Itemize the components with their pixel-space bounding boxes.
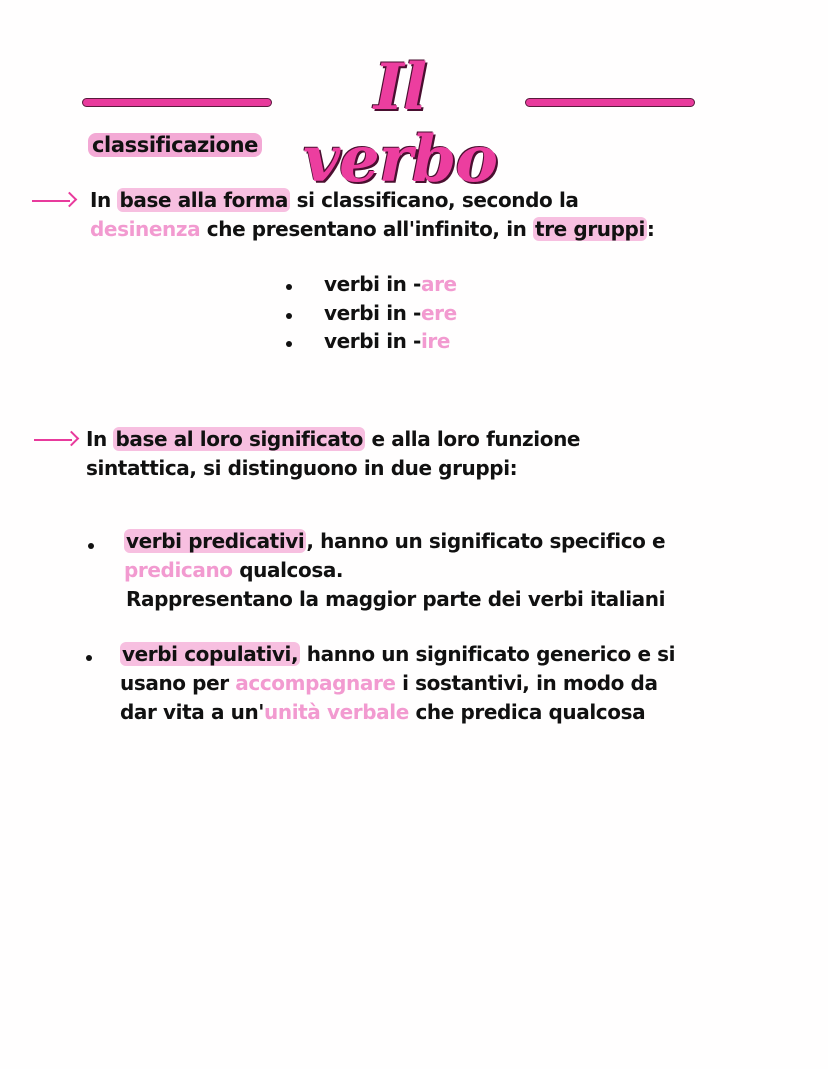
ending-text: are	[420, 272, 457, 296]
arrow-icon	[32, 191, 78, 211]
block2-line1	[86, 425, 580, 454]
list-item	[324, 270, 457, 299]
bullet-icon	[286, 313, 292, 319]
text-span: verbi in -	[324, 272, 421, 296]
highlight-verbi-copulativi: verbi copulativi,	[122, 642, 299, 666]
copulativi-line1	[120, 640, 675, 669]
highlight-base-alla-forma: base alla forma	[119, 188, 289, 212]
predicativi-line3: Rappresentano la maggior parte dei verbi italiani	[126, 587, 666, 611]
pink-predicano: predicano	[124, 558, 233, 582]
bullet-icon	[286, 284, 292, 290]
text-span: che presentano all'infinito, in	[200, 217, 534, 241]
copulativi-line3	[120, 698, 645, 727]
text-span: In	[90, 188, 118, 212]
text-span: In	[86, 427, 114, 451]
text-span: :	[646, 217, 655, 241]
block1-line1	[90, 186, 579, 215]
block1-line2	[90, 215, 655, 244]
text-span: verbi in -	[324, 301, 421, 325]
pink-accompagnare: accompagnare	[235, 671, 396, 695]
text-span: i sostantivi, in modo da	[395, 671, 658, 695]
section-label	[88, 131, 262, 160]
title-decoration-left	[82, 98, 272, 107]
predicativi-line2	[124, 556, 343, 585]
text-span: qualcosa.	[232, 558, 344, 582]
ending-text: ire	[420, 329, 451, 353]
pink-unita-verbale: unità verbale	[264, 700, 409, 724]
highlight-base-al-loro-significato: base al loro significato	[115, 427, 363, 451]
bullet-icon	[86, 655, 92, 661]
predicativi-line1	[124, 527, 665, 556]
highlight-verbi-predicativi: verbi predicativi	[126, 529, 305, 553]
title-decoration-right	[525, 98, 695, 107]
list-item	[324, 327, 450, 356]
arrow-icon	[34, 430, 80, 450]
text-span: che predica qualcosa	[408, 700, 646, 724]
text-span: si classificano, secondo la	[290, 188, 579, 212]
text-span: e alla loro funzione	[364, 427, 581, 451]
text-span: usano per	[120, 671, 236, 695]
text-span: , hanno un significato specifico e	[306, 529, 666, 553]
page-title: Il verbo	[302, 50, 498, 197]
section-label-text: classificazione	[88, 133, 262, 157]
list-item	[324, 299, 457, 328]
text-span: verbi in -	[324, 329, 421, 353]
block2-line2: sintattica, si distinguono in due gruppi:	[86, 456, 518, 480]
bullet-icon	[88, 543, 94, 549]
bullet-icon	[286, 341, 292, 347]
ending-text: ere	[420, 301, 457, 325]
highlight-tre-gruppi: tre gruppi	[535, 217, 645, 241]
text-span: hanno un significato generico e si	[300, 642, 676, 666]
text-span: dar vita a un'	[120, 700, 265, 724]
pink-desinenza: desinenza	[90, 217, 201, 241]
copulativi-line2	[120, 669, 658, 698]
